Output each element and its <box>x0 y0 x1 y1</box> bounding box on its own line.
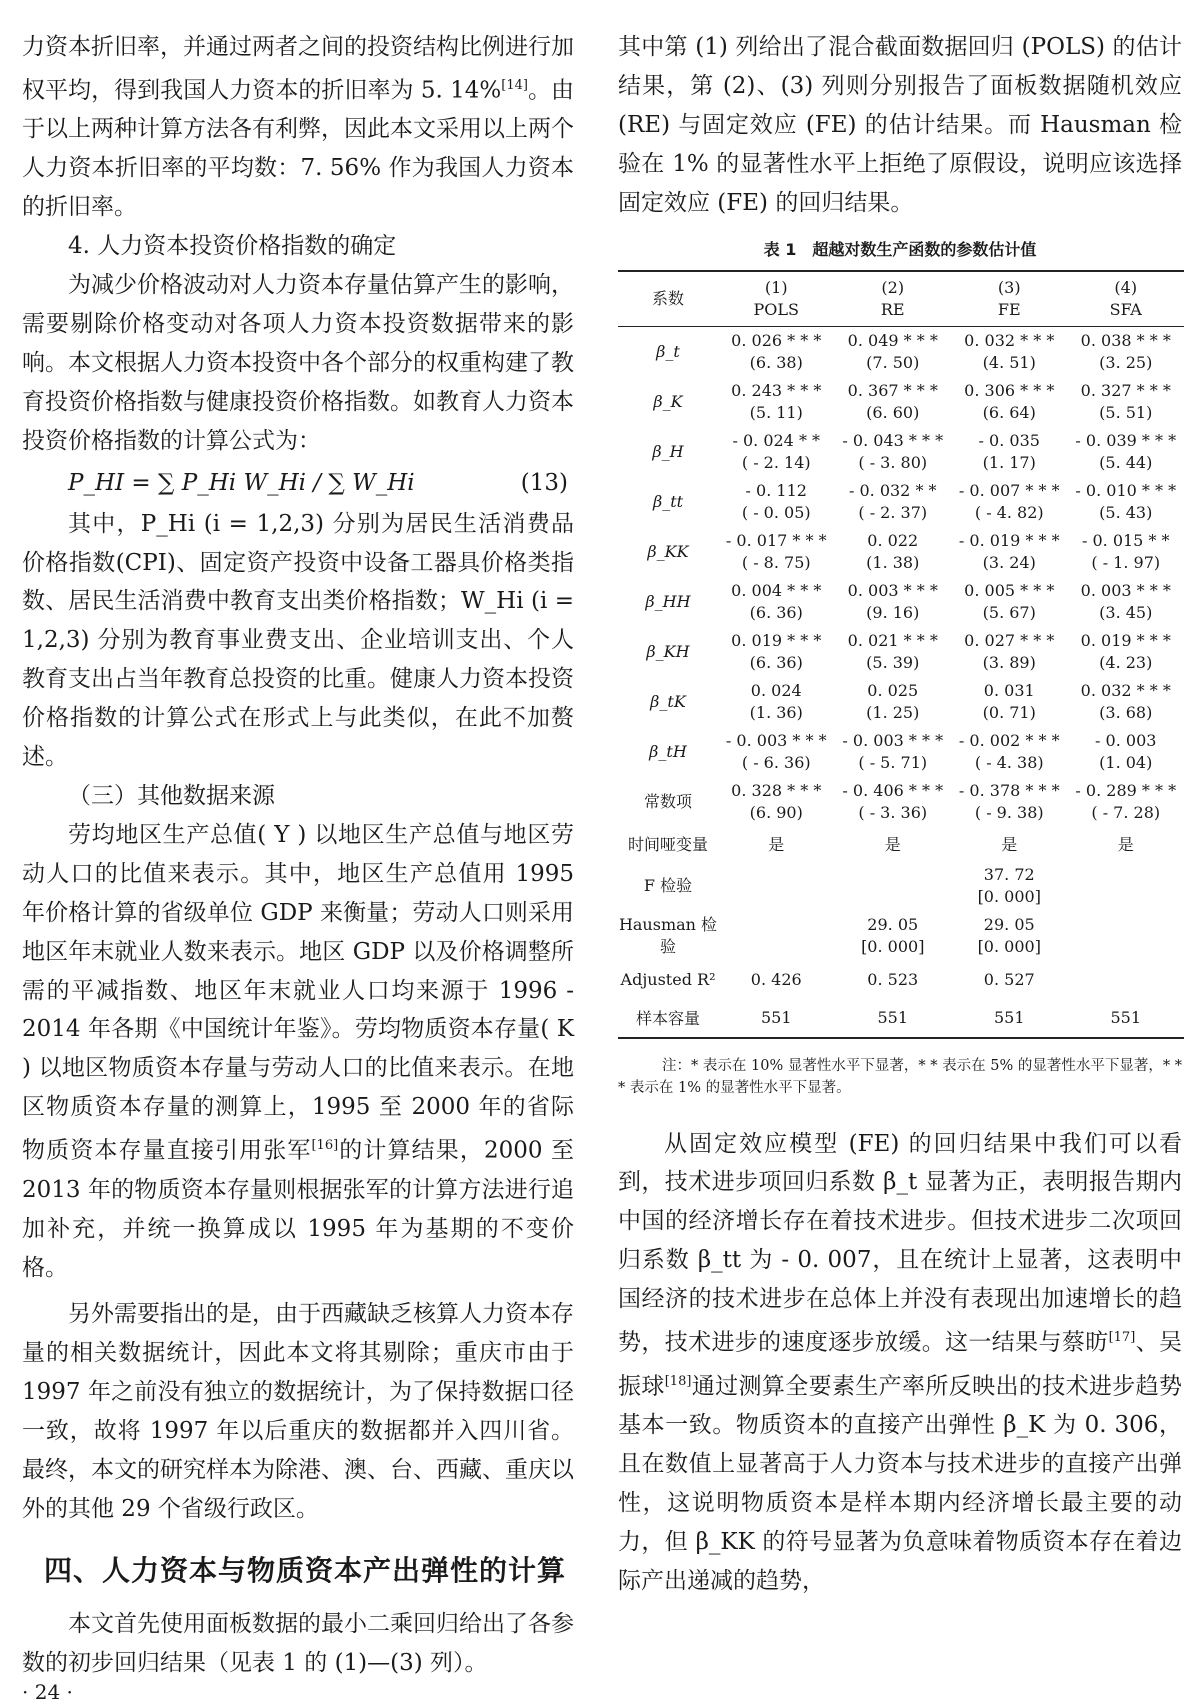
table-cell: 0. 031 (0. 71) <box>982 680 1036 722</box>
page-number: · 24 · <box>22 1680 73 1704</box>
paragraph: 从固定效应模型 (FE) 的回归结果中我们可以看到，技术进步项回归系数 β_t 显著为正，表明报告期内中国的经济增长存在着技术进步。但技术进步二次项回归系数 β_tt 为 - 0. 007，且在统计上显著，这表明中国经济的技术进步在总体上并没有表现出加速增长的趋势，技术进步的速度逐步放缓。这一结果与蔡昉[17]、吴振球[18]通过测算全要素生产率所反映出的技术进步趋势基本一致。物质资本的直接产出弹性 β_K 为 0. 306，且在数值上显著高于人力资本与技术进步的直接产出弹性，这说明物质资本是样本期内经济增长最主要的动力，但 β_KK 的符号显著为负意味着物质资本存在着边际产出递减的趋势， <box>618 1130 1183 1594</box>
formula-expression: P_HI = ∑ P_Hi W_Hi / ∑ W_Hi <box>68 469 415 496</box>
table-cell <box>835 861 952 911</box>
table-row <box>618 827 1184 861</box>
paragraph: 其中第 (1) 列给出了混合截面数据回归 (POLS) 的估计结果，第 (2)、(3) 列则分别报告了面板数据随机效应 (RE) 与固定效应 (FE) 的估计结果。而 Hausman 检验在 1% 的显著性水平上拒绝了原假设，说明应该选择固定效应 (FE) 的回归结果。 <box>618 34 1182 216</box>
table-header-label: 系数 <box>651 288 684 308</box>
row-label: β_KK <box>647 541 689 561</box>
table-cell: 0. 032 * * * (4. 51) <box>964 330 1055 372</box>
column-header: (2) RE <box>880 277 905 319</box>
table-row <box>618 677 1184 727</box>
table-row <box>618 627 1184 677</box>
row-label: 时间哑变量 <box>627 835 708 855</box>
row-label: β_tK <box>650 691 686 711</box>
table-cell: 0. 038 * * * (3. 25) <box>1080 330 1171 372</box>
table-cell <box>718 861 835 911</box>
table-cell: 是 <box>1001 835 1018 855</box>
estimates-table <box>618 270 1184 1039</box>
table-cell: - 0. 378 * * * ( - 9. 38) <box>958 780 1060 822</box>
table-cell: - 0. 019 * * * (3. 24) <box>958 530 1060 572</box>
table-cell: - 0. 043 * * * ( - 3. 80) <box>842 430 944 472</box>
table-cell: - 0. 003 (1. 04) <box>1095 730 1157 772</box>
table-row <box>618 911 1184 961</box>
table-row <box>618 727 1184 777</box>
table-cell: 0. 003 * * * (9. 16) <box>847 580 938 622</box>
table-cell: 0. 019 * * * (4. 23) <box>1080 630 1171 672</box>
table-cell: 29. 05 [0. 000] <box>861 914 925 956</box>
paragraph: 本文首先使用面板数据的最小二乘回归给出了各参数的初步回归结果（见表 1 的 (1)—(3) 列）。 <box>22 1610 574 1676</box>
citation: [18] <box>664 1373 692 1389</box>
table-cell: 551 <box>760 1008 792 1028</box>
table-cell: 0. 527 <box>983 970 1035 990</box>
table-cell: 是 <box>884 835 901 855</box>
subsection-heading: （三）其他数据来源 <box>68 782 275 809</box>
row-label: β_K <box>653 391 683 411</box>
left-column <box>22 28 574 1683</box>
row-label: β_HH <box>645 591 691 611</box>
table-row <box>618 999 1184 1038</box>
table-cell: 551 <box>1110 1008 1142 1028</box>
table-cell: 551 <box>993 1008 1025 1028</box>
table-row <box>618 861 1184 911</box>
table-cell: - 0. 007 * * * ( - 4. 82) <box>958 480 1060 522</box>
paragraph: 其中，P_Hi (i = 1,2,3) 分别为居民生活消费品价格指数(CPI)、固定资产投资中设备工器具价格类指数、居民生活消费中教育支出类价格指数；W_Hi (i = 1,2,3) 分别为教育事业费支出、企业培训支出、个人教育支出占当年教育总投资的比重。健康人力资本投资价格指数的计算公式在形式上与此类似，在此不加赘述。 <box>22 510 574 771</box>
table-cell: - 0. 024 * * ( - 2. 14) <box>732 430 821 472</box>
table-cell <box>718 911 835 961</box>
column-header: (4) SFA <box>1109 277 1142 319</box>
citation: [16] <box>311 1138 339 1154</box>
table-cell <box>1068 961 1185 999</box>
table-header-row <box>618 271 1184 327</box>
table-cell: 0. 027 * * * (3. 89) <box>964 630 1055 672</box>
table-cell: 29. 05 [0. 000] <box>977 914 1041 956</box>
table-row <box>618 527 1184 577</box>
right-column <box>618 28 1182 1601</box>
table-row <box>618 427 1184 477</box>
formula <box>22 461 574 505</box>
table-cell: 0. 523 <box>867 970 919 990</box>
table-cell: 0. 019 * * * (6. 36) <box>731 630 822 672</box>
table-cell: 0. 367 * * * (6. 60) <box>847 380 938 422</box>
table-cell: 0. 049 * * * (7. 50) <box>847 330 938 372</box>
table-cell: - 0. 003 * * * ( - 5. 71) <box>842 730 944 772</box>
table-cell: 0. 022 (1. 38) <box>866 530 920 572</box>
table-title: 表 1 超越对数生产函数的参数估计值 <box>763 239 1037 259</box>
table-cell: 0. 426 <box>750 970 802 990</box>
column-header: (1) POLS <box>753 277 799 319</box>
row-label: β_tt <box>652 491 684 511</box>
table-cell: 0. 026 * * * (6. 38) <box>731 330 822 372</box>
table-cell: 551 <box>877 1008 909 1028</box>
subsection-heading: 4. 人力资本投资价格指数的确定 <box>68 233 397 260</box>
row-label: F 检验 <box>643 875 693 895</box>
table-note: 注：* 表示在 10% 显著性水平下显著，* * 表示在 5% 的显著性水平下显著，* * * 表示在 1% 的显著性水平下显著。 <box>618 1057 1182 1096</box>
table-row <box>618 326 1184 377</box>
table-cell: 0. 243 * * * (5. 11) <box>731 380 822 422</box>
table-cell: 0. 025 (1. 25) <box>866 680 920 722</box>
table-cell: - 0. 112 ( - 0. 05) <box>741 480 811 522</box>
table-cell: 是 <box>768 835 785 855</box>
row-label: β_t <box>656 341 680 361</box>
table-cell: - 0. 032 * * ( - 2. 37) <box>848 480 937 522</box>
row-label: Adjusted R² <box>620 970 716 990</box>
table-row <box>618 577 1184 627</box>
table-cell: 0. 003 * * * (3. 45) <box>1080 580 1171 622</box>
table-row <box>618 961 1184 999</box>
paragraph: 力资本折旧率，并通过两者之间的投资结构比例进行加权平均，得到我国人力资本的折旧率为 5. 14%[14]。由于以上两种计算方法各有利弊，因此本文采用以上两个人力资本折旧率的平均数：7. 56% 作为我国人力资本的折旧率。 <box>22 34 575 221</box>
paragraph: 另外需要指出的是，由于西藏缺乏核算人力资本存量的相关数据统计，因此本文将其剔除；重庆市由于 1997 年之前没有独立的数据统计，为了保持数据口径一致，故将 1997 年以后重庆的数据都并入四川省。最终，本文的研究样本为除港、澳、台、西藏、重庆以外的其他 29 个省级行政区。 <box>22 1301 574 1522</box>
table-cell: 37. 72 [0. 000] <box>977 864 1041 906</box>
table-cell: - 0. 017 * * * ( - 8. 75) <box>725 530 827 572</box>
table-cell: - 0. 289 * * * ( - 7. 28) <box>1075 780 1177 822</box>
citation: [14] <box>501 77 528 93</box>
table-cell: - 0. 010 * * * (5. 43) <box>1075 480 1177 522</box>
table-cell: 0. 032 * * * (3. 68) <box>1080 680 1171 722</box>
row-label: 常数项 <box>643 791 692 811</box>
table-row <box>618 777 1184 827</box>
section-heading: 四、人力资本与物质资本产出弹性的计算 <box>44 1553 567 1587</box>
table-cell: 0. 004 * * * (6. 36) <box>731 580 822 622</box>
row-label: 样本容量 <box>635 1009 700 1029</box>
table-cell: - 0. 406 * * * ( - 3. 36) <box>842 780 944 822</box>
row-label: β_H <box>652 441 684 461</box>
table-cell: - 0. 039 * * * (5. 44) <box>1075 430 1177 472</box>
table-cell: 是 <box>1117 835 1134 855</box>
table-row <box>618 377 1184 427</box>
table-cell <box>1068 911 1185 961</box>
table-cell: - 0. 003 * * * ( - 6. 36) <box>725 730 827 772</box>
table-cell: 0. 005 * * * (5. 67) <box>964 580 1055 622</box>
table-cell: 0. 306 * * * (6. 64) <box>964 380 1055 422</box>
table-cell: - 0. 015 * * ( - 1. 97) <box>1081 530 1170 572</box>
row-label: β_KH <box>646 641 690 661</box>
paragraph: 劳均地区生产总值( Y ) 以地区生产总值与地区劳动人口的比值来表示。其中，地区生产总值用 1995 年价格计算的省级单位 GDP 来衡量；劳动人口则采用地区年末就业人数来表示。地区 GDP 以及价格调整所需的平减指数、地区年末就业人口均来源于 1996 - 2014 年各期《中国统计年鉴》。劳均物质资本存量( K ) 以地区物质资本存量与劳动人口的比值来表示。在地区物质资本存量的测算上，1995 至 2000 年的省际物质资本存量直接引用张军[16]的计算结果，2000 至 2013 年的物质资本存量则根据张军的计算方法进行追加补充，并统一换算成以 1995 年为基期的不变价格。 <box>22 821 574 1281</box>
table-cell: 0. 328 * * * (6. 90) <box>731 780 822 822</box>
table-cell: - 0. 002 * * * ( - 4. 38) <box>958 730 1060 772</box>
table-row <box>618 477 1184 527</box>
table-cell <box>1068 861 1185 911</box>
citation: [17] <box>1108 1330 1136 1346</box>
table-cell: - 0. 035 (1. 17) <box>978 430 1040 472</box>
formula-number: (13) <box>520 469 568 496</box>
column-header: (3) FE <box>997 277 1021 319</box>
table-cell: 0. 021 * * * (5. 39) <box>847 630 938 672</box>
row-label: β_tH <box>649 741 687 761</box>
paragraph: 为减少价格波动对人力资本存量估算产生的影响，需要剔除价格变动对各项人力资本投资数据带来的影响。本文根据人力资本投资中各个部分的权重构建了教育投资价格指数与健康投资价格指数。如教育人力资本投资价格指数的计算公式为： <box>22 272 574 454</box>
row-label: Hausman 检验 <box>618 914 718 956</box>
table-cell: 0. 327 * * * (5. 51) <box>1080 380 1171 422</box>
table-cell: 0. 024 (1. 36) <box>749 680 803 722</box>
